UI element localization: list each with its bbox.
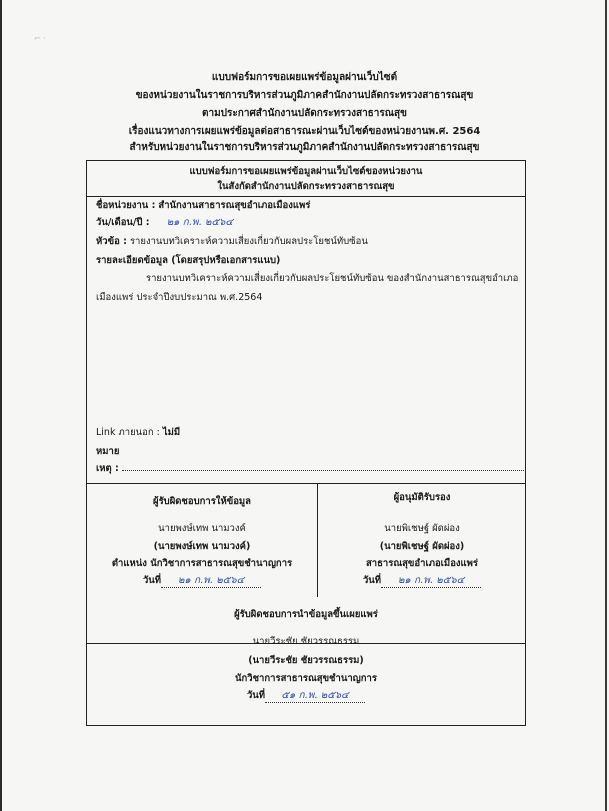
agency-value: สำนักงานสาธารณสุขอำเภอเมืองแพร่ — [158, 200, 311, 211]
link-value: ไม่มี — [162, 427, 181, 438]
date-handwritten: ๒๑ ก.พ. ๒๕๖๔ — [166, 217, 233, 228]
scan-edge-right — [605, 0, 607, 811]
scan-mark: ⌐ · — [34, 34, 46, 43]
approver-title: ผู้อนุมัติรับรอง — [393, 492, 451, 503]
form-box — [86, 160, 526, 644]
scan-edge-left — [0, 0, 2, 811]
header-line-3: ตามประกาศสำนักงานปลัดกระทรวงสาธารณสุข — [201, 108, 407, 119]
provider-name: (นายพงษ์เทพ นามวงค์) — [153, 541, 251, 552]
header-line-5: สำหรับหน่วยงานในราชการบริหารส่วนภูมิภาคสำนักงานปลัดกระทรวงสาธารณสุข — [129, 142, 480, 153]
provider-date-row — [87, 574, 317, 588]
note-dotted-line — [122, 462, 526, 471]
note-label: หมาย — [96, 446, 120, 457]
publisher-title: ผู้รับผิดชอบการนำข้อมูลขึ้นเผยแพร่ — [234, 609, 378, 620]
publisher-box — [86, 596, 526, 726]
date-row — [96, 216, 233, 229]
provider-position: ตำแหน่ง นักวิชาการสาธารณสุขชำนาญการ — [111, 558, 293, 569]
detail-label: รายละเอียดข้อมูล (โดยสรุปหรือเอกสารแนบ) — [96, 255, 281, 266]
approver-date-row — [318, 574, 526, 588]
note-label-2: เหตุ : — [96, 463, 119, 474]
detail-line-2: เมืองแพร่ ประจำปีงบประมาณ พ.ศ.2564 — [96, 292, 263, 303]
approver-name: (นายพิเชษฐ์ ผัดผ่อง) — [379, 541, 465, 552]
publisher-date-handwritten: ๕๑ ก.พ. ๒๕๖๔ — [265, 689, 365, 703]
agency-row — [96, 199, 310, 212]
approver-position: สาธารณสุขอำเภอเมืองแพร่ — [365, 558, 479, 569]
approver-date-handwritten: ๒๑ ก.พ. ๒๕๖๔ — [381, 574, 481, 588]
publisher-position: นักวิชาการสาธารณสุขชำนาญการ — [235, 673, 377, 684]
header-line-2: ของหน่วยงานในราชการบริหารส่วนภูมิภาคสำนักงานปลัดกระทรวงสาธารณสุข — [135, 90, 474, 101]
provider-title: ผู้รับผิดชอบการให้ข้อมูล — [153, 496, 251, 507]
detail-line-1: รายงานบทวิเคราะห์ความเสี่ยงเกี่ยวกับผลประโยชน์ทับซ้อน ของสำนักงานสาธารณสุขอำเภอ — [146, 273, 519, 284]
form-title-2: ในสังกัดสำนักงานปลัดกระทรวงสาธารณสุข — [217, 181, 395, 192]
publisher-date-label: วันที่ — [246, 690, 266, 701]
approver-date-label: วันที่ — [362, 575, 382, 586]
link-label: Link ภายนอก : — [96, 427, 160, 438]
provider-signature: นายพงษ์เทพ นามวงค์ — [158, 523, 246, 534]
agency-label: ชื่อหน่วยงาน : — [96, 200, 156, 211]
publisher-date-row — [87, 689, 525, 703]
header-line-4: เรื่องแนวทางการเผยแพร่ข้อมูลต่อสาธารณะผ่านเว็บไซต์ของหน่วยงานพ.ศ. 2564 — [128, 126, 481, 137]
form-title-1: แบบฟอร์มการขอเผยแพร่ข้อมูลผ่านเว็บไซต์ของหน่วยงาน — [189, 166, 423, 177]
header-line-1: แบบฟอร์มการขอเผยแพร่ข้อมูลผ่านเว็บไซต์ — [211, 72, 398, 83]
provider-date-handwritten: ๒๑ ก.พ. ๒๕๖๔ — [161, 574, 261, 588]
approver-signature: นายพิเชษฐ์ ผัดผ่อง — [384, 523, 460, 534]
note-row — [96, 462, 526, 475]
provider-date-label: วันที่ — [142, 575, 162, 586]
divider-title — [87, 196, 525, 197]
divider-signatures — [87, 483, 525, 484]
subject-row — [96, 235, 368, 248]
link-row — [96, 426, 180, 439]
subject-label: หัวข้อ : — [96, 236, 127, 247]
subject-value: รายงานบทวิเคราะห์ความเสี่ยงเกี่ยวกับผลประโยชน์ทับซ้อน — [129, 236, 368, 247]
publisher-signature: นายวีระชัย ชัยวรรณธรรม — [252, 636, 360, 647]
date-label: วัน/เดือน/ปี : — [96, 217, 150, 228]
publisher-name: (นายวีระชัย ชัยวรรณธรรม) — [248, 655, 364, 666]
